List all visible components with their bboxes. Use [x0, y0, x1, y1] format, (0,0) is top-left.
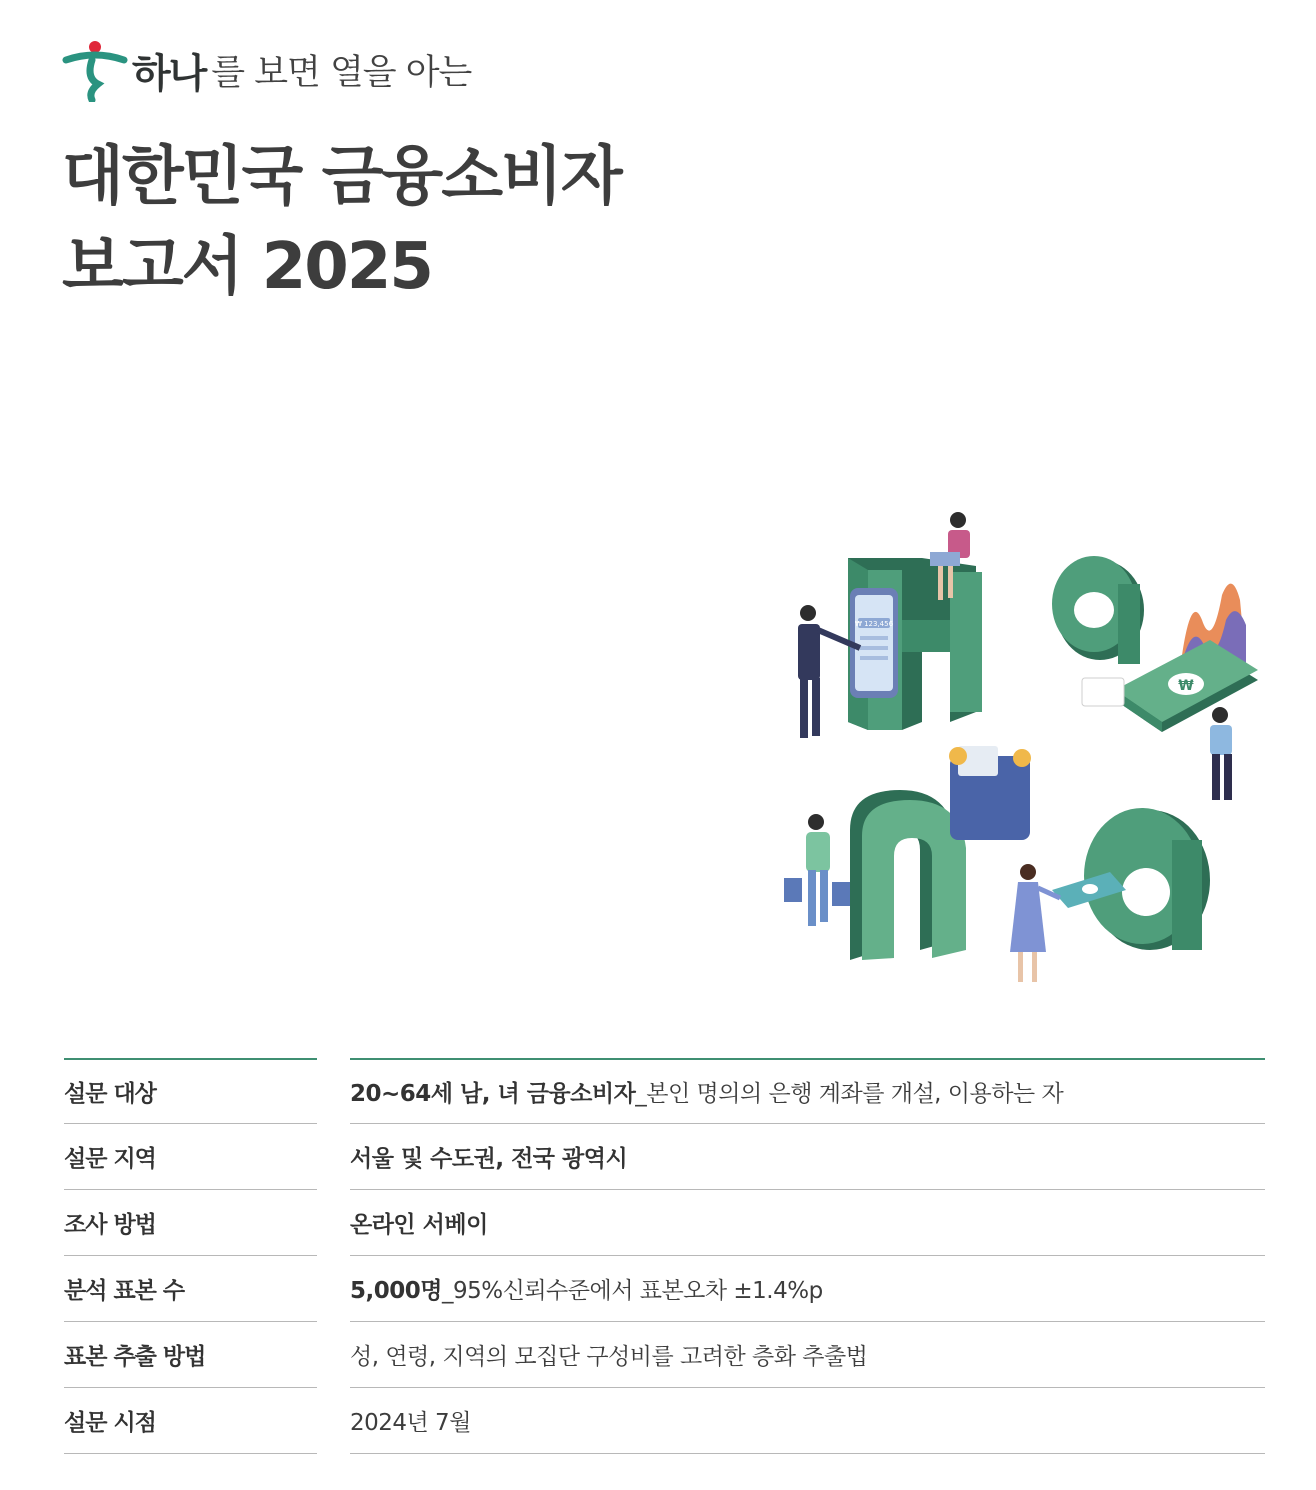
info-row-region [64, 1124, 1265, 1190]
info-value [350, 1388, 1265, 1454]
info-value [350, 1058, 1265, 1124]
phone-amount: ₩ 123,456 [854, 620, 894, 628]
info-value-text: 2024년 7월 [350, 1410, 471, 1436]
wallet-icon [949, 746, 1031, 840]
report-title [62, 132, 621, 312]
letter-a-top-block [1052, 556, 1144, 664]
info-value [350, 1322, 1265, 1388]
person-shopping-icon [784, 814, 850, 926]
info-value-text: _본인 명의의 은행 계좌를 개설, 이용하는 자 [635, 1081, 1064, 1107]
info-value-bold: 온라인 서베이 [350, 1212, 488, 1238]
info-label: 분석 표본 수 [64, 1256, 317, 1322]
info-value [350, 1256, 1265, 1322]
brand-header [62, 38, 471, 102]
brand-tagline: 를 보면 열을 아는 [211, 53, 472, 93]
credit-card-icon [1082, 678, 1124, 706]
info-label: 조사 방법 [64, 1190, 317, 1256]
brand-name: 하나 [132, 50, 206, 97]
report-title-line2: 보고서 2025 [62, 230, 432, 304]
phone-screen-icon [850, 588, 898, 698]
info-label: 설문 지역 [64, 1124, 317, 1190]
survey-info-table [64, 1058, 1265, 1454]
info-row-target [64, 1058, 1265, 1124]
report-title-line1: 대한민국 금융소비자 [62, 140, 621, 214]
info-row-sample-size [64, 1256, 1265, 1322]
info-label: 표본 추출 방법 [64, 1322, 317, 1388]
info-value-bold: 서울 및 수도권, 전국 광역시 [350, 1146, 628, 1172]
hana-logo-icon [62, 38, 128, 102]
info-row-method [64, 1190, 1265, 1256]
person-dress-woman-icon [1010, 864, 1060, 982]
svg-text:₩: ₩ [1178, 678, 1194, 694]
info-value-text: _95%신뢰수준에서 표본오차 ±1.4%p [441, 1278, 823, 1304]
info-value-bold: 5,000명 [350, 1278, 442, 1304]
info-row-date [64, 1388, 1265, 1454]
person-phone-man-icon [1210, 707, 1232, 800]
hana-letters-finance-illustration [770, 500, 1270, 1000]
info-value [350, 1124, 1265, 1190]
info-value [350, 1190, 1265, 1256]
info-value-text: 성, 연령, 지역의 모집단 구성비를 고려한 층화 추출법 [350, 1344, 868, 1370]
info-row-sampling [64, 1322, 1265, 1388]
letter-n-block [850, 790, 966, 960]
info-label: 설문 대상 [64, 1058, 317, 1124]
info-value-bold: 20~64세 남, 녀 금융소비자 [350, 1081, 636, 1107]
info-label: 설문 시점 [64, 1388, 317, 1454]
